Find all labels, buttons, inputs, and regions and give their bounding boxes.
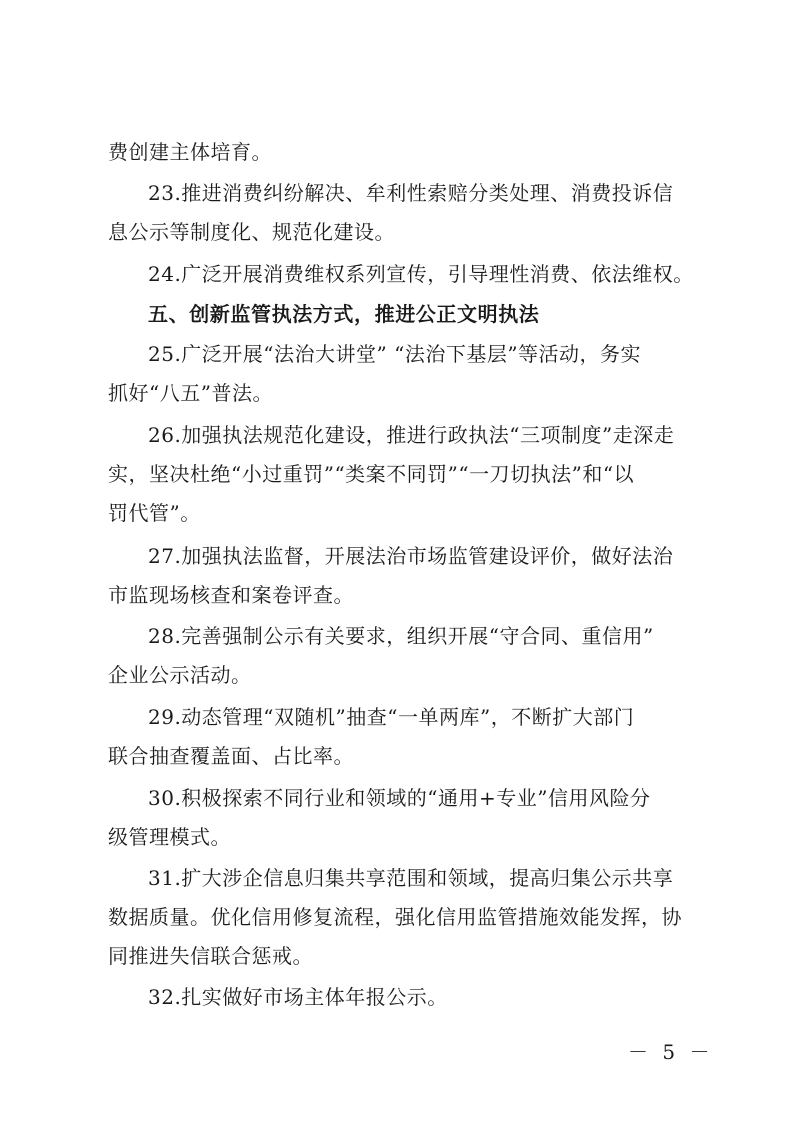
item-23-line-2: 息公示等制度化、规范化建设。 <box>108 220 395 244</box>
item-26-line-1: 26.加强执法规范化建设，推进行政执法“三项制度”走深走 <box>148 423 675 447</box>
item-26-line-3: 罚代管”。 <box>108 501 201 525</box>
item-26-line-2: 实，坚决杜绝“小过重罚”“类案不同罚”“一刀切执法”和“以 <box>108 462 635 486</box>
item-31-line-1: 31.扩大涉企信息归集共享范围和领域，提高归集公示共享 <box>148 866 674 890</box>
item-27-line-1: 27.加强执法监督，开展法治市场监管建设评价，做好法治 <box>148 544 674 568</box>
text-line-1: 费创建主体培育。 <box>108 140 272 164</box>
page-number: － 5 － <box>628 1040 714 1064</box>
item-31-line-3: 同推进失信联合惩戒。 <box>108 944 313 968</box>
item-31-line-2: 数据质量。优化信用修复流程，强化信用监管措施效能发挥，协 <box>108 905 682 929</box>
section-heading-5: 五、创新监管执法方式，推进公正文明执法 <box>148 302 540 326</box>
item-25-line-1: 25.广泛开展“法治大讲堂” “法治下基层”等活动，务实 <box>148 342 642 366</box>
item-29-line-1: 29.动态管理“双随机”抽查“一单两库”，不断扩大部门 <box>148 705 635 729</box>
item-28-line-1: 28.完善强制公示有关要求，组织开展“守合同、重信用” <box>148 624 654 648</box>
item-30-line-1: 30.积极探索不同行业和领域的“通用+专业”信用风险分 <box>148 786 651 810</box>
item-25-line-2: 抓好“八五”普法。 <box>108 381 273 405</box>
item-32-line-1: 32.扎实做好市场主体年报公示。 <box>148 985 448 1009</box>
item-24-line-1: 24.广泛开展消费维权系列宣传，引导理性消费、依法维权。 <box>148 262 694 286</box>
item-27-line-2: 市监现场核查和案卷评查。 <box>108 583 354 607</box>
item-23-line-1: 23.推进消费纠纷解决、牟利性索赔分类处理、消费投诉信 <box>148 181 674 205</box>
item-28-line-2: 企业公示活动。 <box>108 663 252 687</box>
item-29-line-2: 联合抽查覆盖面、占比率。 <box>108 744 354 768</box>
item-30-line-2: 级管理模式。 <box>108 825 231 849</box>
